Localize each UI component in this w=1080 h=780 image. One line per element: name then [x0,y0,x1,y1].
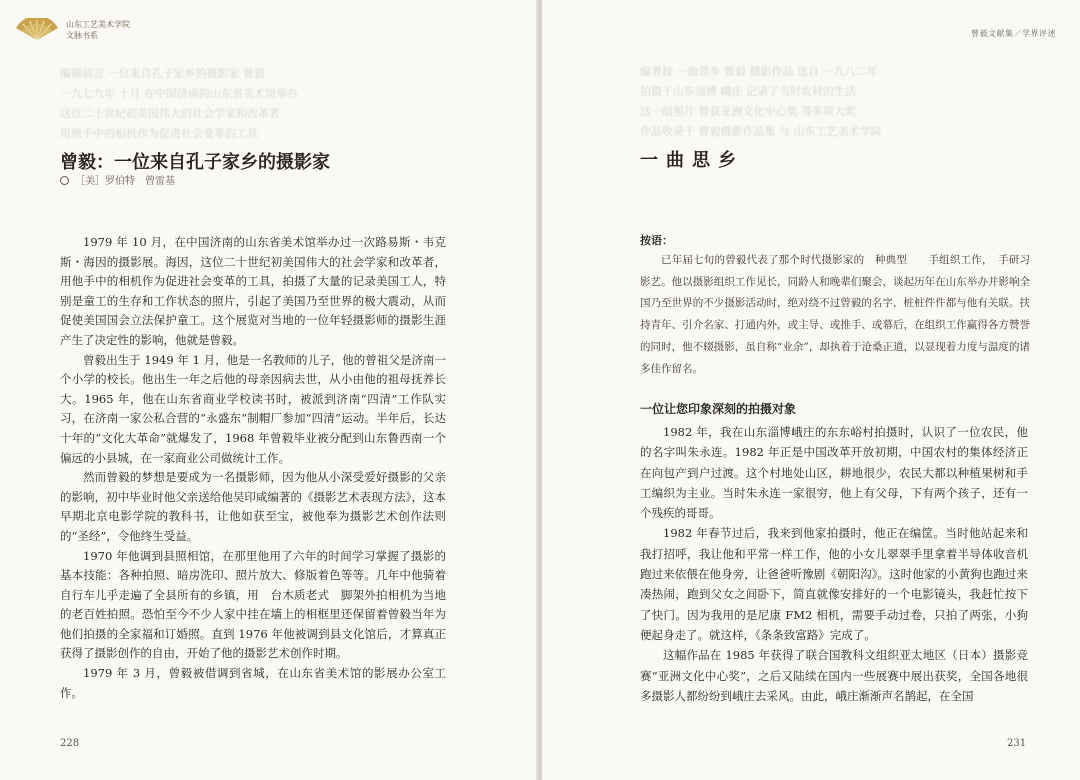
paragraph: 然而曾毅的梦想是要成为一名摄影师，因为他从小深受爱好摄影的父亲的影响，初中毕业时他父亲送给他吴印咸编著的《摄影艺术表现方法》，这本早期北京电影学院的教科书，让他如获至宝，被他奉为摄影艺术创作法则的“圣经”，令他终生受益。 [60,470,446,543]
article-title: 曾毅：一位来自孔子家乡的摄影家 [60,152,330,173]
header-line-1: 山东工艺美术学院 [66,20,130,29]
paragraph: 1970 年他调到县照相馆，在那里他用了六年的时间学习掌握了摄影的基本技能：各种拍照、暗房洗印、照片放大、修版着色等等。几年中他骑着自行车儿乎走遍了全县所有的乡镇，用 台木质老式 脚架外拍相机为当地的老百姓拍照。恐怕至今不少人家中挂在墙上的相框里还保留着曾毅当年为他们拍摄的全家福和订婚照。直到 1976 年他被调到县文化馆后，才算真正获得了摄影创作的自由，开始了他的摄影艺术创作时期。 [60,548,446,661]
paragraph: 1979 年 10 月，在中国济南的山东省美术馆举办过一次路易斯・韦克斯・海因的摄影展。海因，这位二十世纪初美国伟大的社会学家和改革者，用他手中的相机作为促进社会变革的工具，拍摄了大量的记录美国工人，特别是童工的生存和工作状态的照片，引起了美国乃至世界的极大震动，从而促使美国国会立法保护童工。这个展览对当地的一位年轻摄影师的摄影生涯产生了决定性的影响，他就是曾毅。 [60,235,446,347]
note-label: 按语： [640,234,673,247]
running-header: 曾毅文献集／学界评述 [971,29,1056,38]
paragraph: 1979 年 3 月，曾毅被借调到省城，在山东省美术馆的影展办公室工作。 [60,666,446,700]
section-title: 一曲思乡 [640,150,744,171]
bleed-through-line: 这位二十世纪初美国伟大的社会学家和改革者 [60,107,280,120]
header-line-2: 文脉书系 [66,31,98,40]
note-paragraph: 已年届七旬的曾毅代表了那个时代摄影家的 种典型 手组织工作， 手研习影艺。他以摄影组织工作见长，同龄人和晚辈们聚会，谈起历年在山东举办并影响全国乃至世界的不少摄影活动时，绝对绕不过曾毅的名字，桩桩件件都与他有关联。扶持青年、引介名家、打通内外，或主导、或推手、或幕后，在组织工作赢得各方赞誉的同时，他不辍摄影，虽自称“业余”，却执着于沧桑正道，以显现着力度与温度的诸多佳作留名。 [640,254,1030,375]
paragraph: 这幅作品在 1985 年获得了联合国教科文组织亚太地区（日本）摄影竞赛“亚洲文化中心奖”，之后又陆续在国内一些展赛中展出获奖，全国各地很多摄影人都纷纷到峨庄去采风。由此，峨庄渐渐声名鹊起，在全国 [640,648,1028,703]
subheading: 一位让您印象深刻的拍摄对象 [640,402,797,416]
school-header [14,18,130,42]
page-number: 228 [60,738,80,749]
byline [60,172,175,187]
bleed-through-line: 编者按 一曲思乡 曾毅 摄影作品 选自 一九八二年 [640,65,878,78]
bleed-through-line: 用他手中的相机作为促进社会变革的工具 [60,127,258,140]
page-number: 231 [1007,738,1027,749]
byline-text: ［美］罗伯特 曾雷基 [75,176,175,187]
bleed-through-line: 作品收录于 曾毅摄影作品集 与 山东工艺美术学院 [640,125,882,138]
interview-body [640,422,1028,706]
bleed-through-line: 拍摄于山东淄博 峨庄 记录了当时农村的生活 [640,85,856,98]
bleed-through-line: 一九七九年 十月 在中国济南的山东省美术馆举办 [60,87,298,100]
fan-icon [14,18,60,42]
bleed-through-line: 这一组照片 曾获亚洲文化中心奖 等多项大奖 [640,105,856,118]
article-body [60,233,446,703]
paragraph: 1982 年，我在山东淄博峨庄的东东峪村拍摄时，认识了一位农民，他的名字叫朱永连。1982 年正是中国改革开放初期，中国农村的集体经济正在向包产到户过渡。这个村地处山区，耕地很少，农民大都以种植果树和手工编织为主业。当时朱永连一家很穷，他上有父母，下有两个孩子，还有一个残疾的哥哥。 [640,425,1028,521]
right-page [542,0,1080,780]
bleed-through-line: 编辑前言 一位来自孔子家乡的摄影家 曾毅 [60,67,265,80]
paragraph: 曾毅出生于 1949 年 1 月，他是一名教师的儿子，他的曾祖父是济南一个小学的校长。他出生一年之后他的母亲因病去世，从小由他的祖母抚养长大。1965 年，他在山东省商业学校读书时，被派到济南“四清”工作队实习，在济南一家公私合营的“永盛东”制帽厂参加“四清”运动。半年后，长达十年的“文化大革命”就爆发了，1968 年曾毅毕业被分配到山东鲁西南一个偏远的小县城，在一家商业公司做统计工作。 [60,352,446,465]
paragraph: 1982 年春节过后，我来到他家拍摄时，他正在编筐。当时他站起来和我打招呼，我让他和平常一样工作，他的小女儿翠翠手里拿着半导体收音机跑过来依偎在他身旁，让爸爸听豫剧《朝阳沟》。这时他家的小黄狗也跑过来凑热闹，跑到父女之间卧下，简直就像安排好的一个电影镜头，我赶忙按下了快门。因为我用的是尼康 FM2 相机，需要手动过卷，只拍了两张，小狗便起身走了。就这样，《条条致富路》完成了。 [640,526,1028,642]
editor-note [640,250,1030,380]
left-page [0,0,538,780]
circle-bullet-icon [60,176,69,185]
